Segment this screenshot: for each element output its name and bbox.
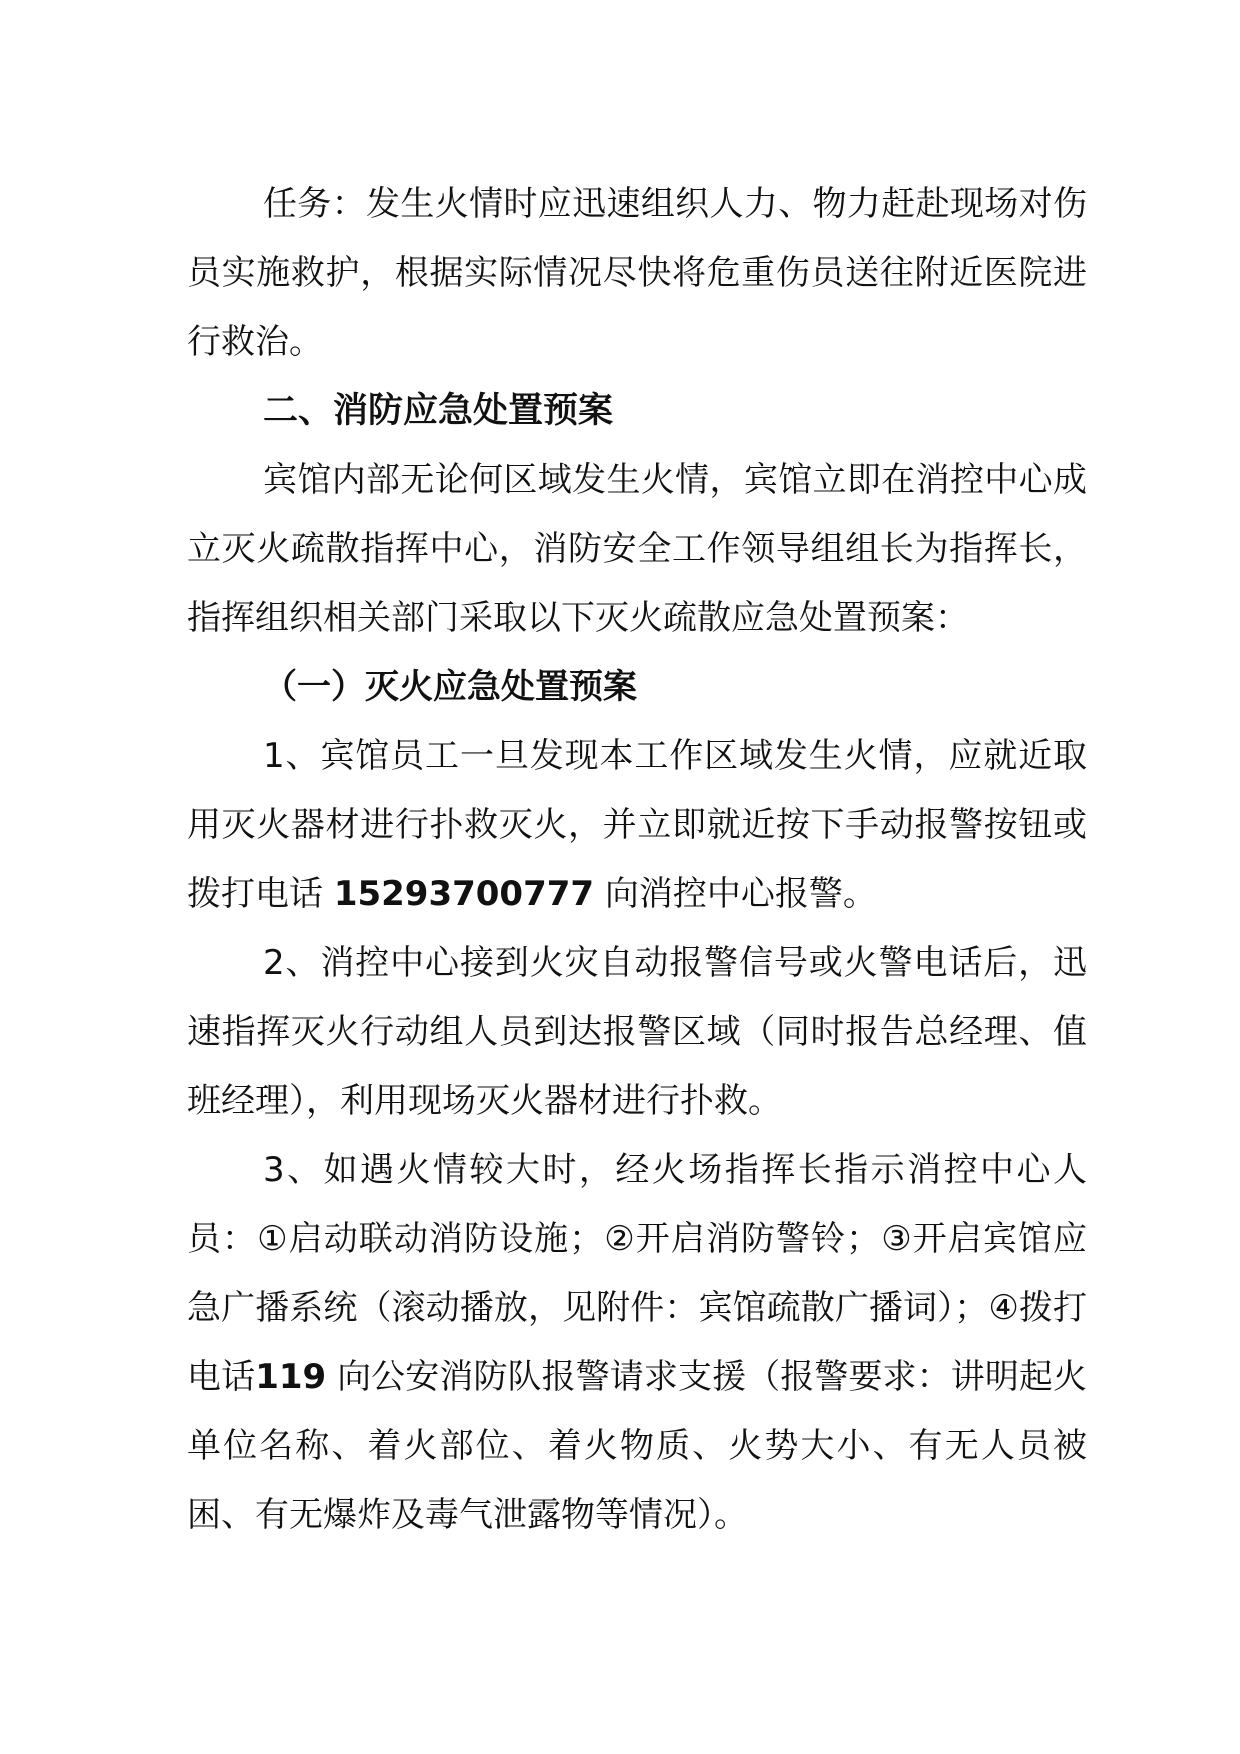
item-3-emergency-number: 119 (255, 1357, 327, 1397)
intro-paragraph: 宾馆内部无论何区域发生火情，宾馆立即在消控中心成立灭火疏散指挥中心，消防安全工作领导组组长为指挥长，指挥组织相关部门采取以下灭火疏散应急处置预案： (187, 460, 1087, 638)
item-2-paragraph: 2、消控中心接到火灾自动报警信号或火警电话后，迅速指挥灭火行动组人员到达报警区域（同时报告总经理、值班经理），利用现场灭火器材进行扑救。 (187, 943, 1087, 1121)
item-1-text-end: 向消控中心报警。 (604, 874, 877, 914)
item-1-phone-number: 15293700777 (333, 874, 595, 914)
item-1-text: 1、宾馆员工一旦发现本工作区域发生火情，应就近取用灭火器材进行扑救灭火，并立即就近按下手动报警按钮或拨打电话 (187, 736, 1087, 914)
item-3-paragraph (187, 1136, 1087, 1550)
item-3-text: 3、如遇火情较大时，经火场指挥长指示消控中心人员：①启动联动消防设施；②开启消防警铃；③开启宾馆应急广播系统（滚动播放，见附件：宾馆疏散广播词）；④拨打电话 (187, 1150, 1087, 1397)
item-1-paragraph (187, 722, 1087, 929)
document-page (187, 170, 1087, 1550)
subsection-heading-firefighting: （一）灭火应急处置预案 (263, 667, 637, 707)
task-paragraph: 任务：发生火情时应迅速组织人力、物力赶赴现场对伤员实施救护，根据实际情况尽快将危重伤员送往附近医院进行救治。 (187, 184, 1087, 362)
item-3-text-end: 向公安消防队报警请求支援（报警要求：讲明起火单位名称、着火部位、着火物质、火势大小、有无人员被困、有无爆炸及毒气泄露物等情况）。 (187, 1357, 1088, 1535)
section-heading-fire-plan: 二、消防应急处置预案 (263, 391, 614, 431)
